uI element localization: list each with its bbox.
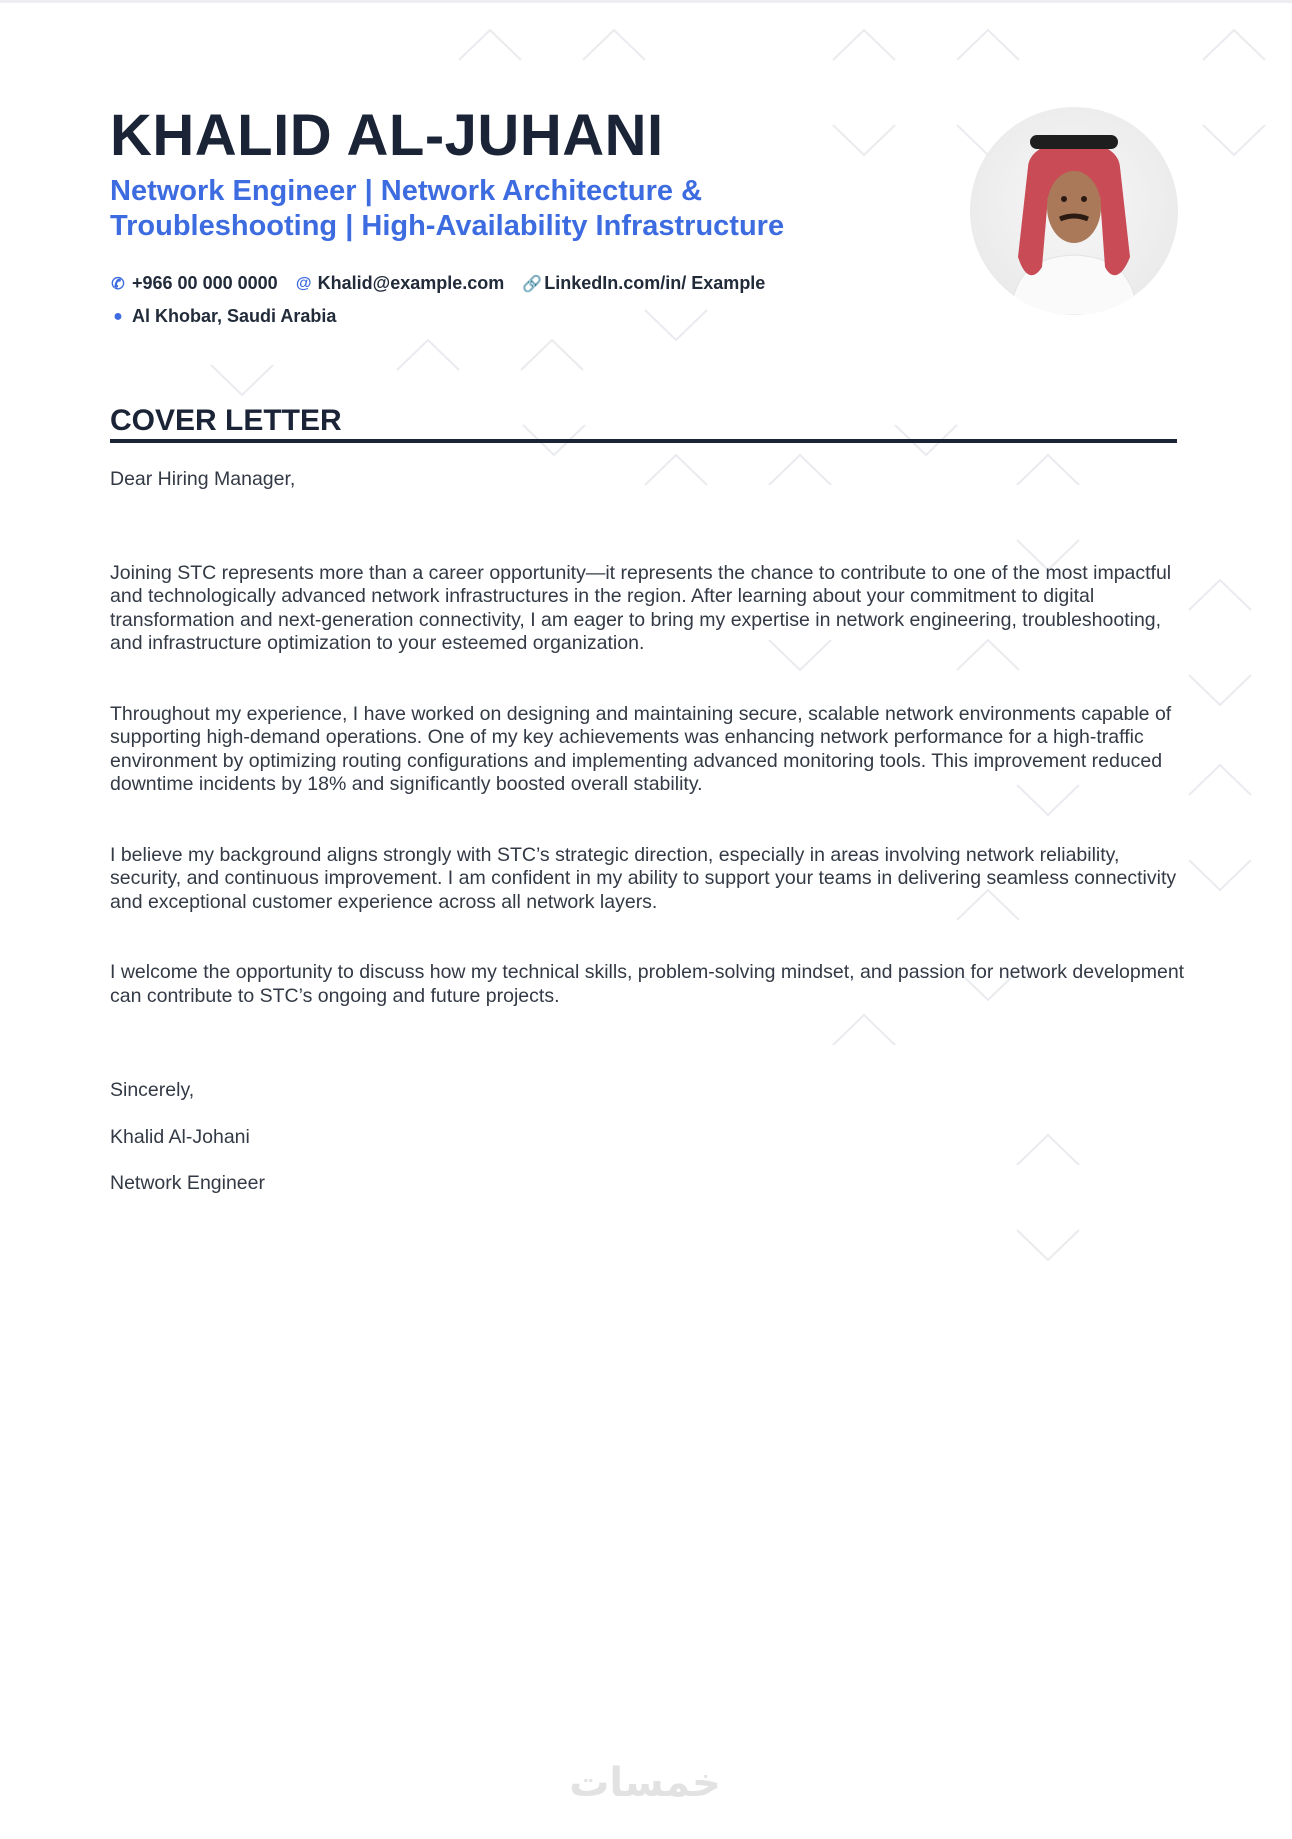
greeting: Dear Hiring Manager, xyxy=(110,468,296,490)
at-icon: @ xyxy=(295,274,312,292)
job-title-line-2: Troubleshooting | High-Availability Infrastructure xyxy=(110,210,785,242)
section-divider xyxy=(110,439,1177,443)
chevron-decoration xyxy=(1017,1230,1079,1260)
chevron-decoration xyxy=(957,30,1019,60)
chevron-decoration xyxy=(211,365,273,395)
job-title xyxy=(110,174,830,244)
location-pin-icon: ● xyxy=(113,307,123,325)
contact-email[interactable] xyxy=(296,273,505,294)
chevron-decoration xyxy=(1189,860,1251,890)
chevron-decoration xyxy=(1189,580,1251,610)
closing: Sincerely, xyxy=(110,1079,195,1101)
chevron-decoration xyxy=(833,30,895,60)
chevron-decoration xyxy=(397,340,459,370)
contact-phone[interactable] xyxy=(110,273,278,294)
signature-title: Network Engineer xyxy=(110,1172,265,1194)
chevron-decoration xyxy=(583,30,645,60)
chevron-decoration xyxy=(1189,765,1251,795)
email-text: Khalid@example.com xyxy=(317,273,505,293)
job-title-line-1: Network Engineer | Network Architecture & xyxy=(110,175,703,207)
location-text: Al Khobar, Saudi Arabia xyxy=(132,306,337,326)
phone-text: +966 00 000 0000 xyxy=(132,273,278,293)
paragraph: I believe my background aligns strongly with STC’s strategic direction, especially in areas involving network reliability, security, and continuous improvement. I am confident in my ability to support your teams in delivering seamless connectivity and exceptional customer experience across all network layers. xyxy=(110,843,1177,913)
paragraph: Joining STC represents more than a career opportunity—it represents the chance to contribute to one of the most impactful and technologically advanced network infrastructures in the region. After learning about your commitment to digital transformation and next-generation connectivity, I am eager to bring my expertise in network engineering, troubleshooting, and infrastructure optimization to your esteemed organization. xyxy=(110,561,1172,654)
chevron-decoration xyxy=(459,30,521,60)
profile-photo xyxy=(970,107,1178,315)
linkedin-text: LinkedIn.com/in/ Example xyxy=(544,273,766,293)
chevron-decoration xyxy=(833,125,895,155)
signature-name: Khalid Al-Johani xyxy=(110,1125,250,1148)
chevron-decoration xyxy=(1189,675,1251,705)
section-heading: COVER LETTER xyxy=(110,404,342,437)
contact-location xyxy=(110,306,336,327)
phone-icon: ✆ xyxy=(111,275,125,293)
chevron-decoration xyxy=(521,340,583,370)
chevron-decoration xyxy=(1203,125,1265,155)
paragraph: I welcome the opportunity to discuss how my technical skills, problem-solving mindset, and passion for network development can contribute to STC’s ongoing and future projects. xyxy=(110,961,1185,1007)
chevron-decoration xyxy=(1203,30,1265,60)
paragraph: Throughout my experience, I have worked on designing and maintaining secure, scalable network environments capable of supporting high-demand operations. One of my key achievements was enhancing network performance for a high-traffic environment by optimizing routing configurations and implementing advanced monitoring tools. This improvement reduced downtime incidents by 18% and significantly boosted overall stability. xyxy=(110,702,1172,795)
link-icon: 🔗 xyxy=(522,275,543,293)
candidate-name: KHALID AL-JUHANI xyxy=(110,103,664,168)
watermark-logo: خمسات xyxy=(569,1760,721,1806)
contact-linkedin[interactable] xyxy=(522,273,765,294)
letter-body xyxy=(110,468,1185,1196)
contact-info xyxy=(110,267,783,333)
